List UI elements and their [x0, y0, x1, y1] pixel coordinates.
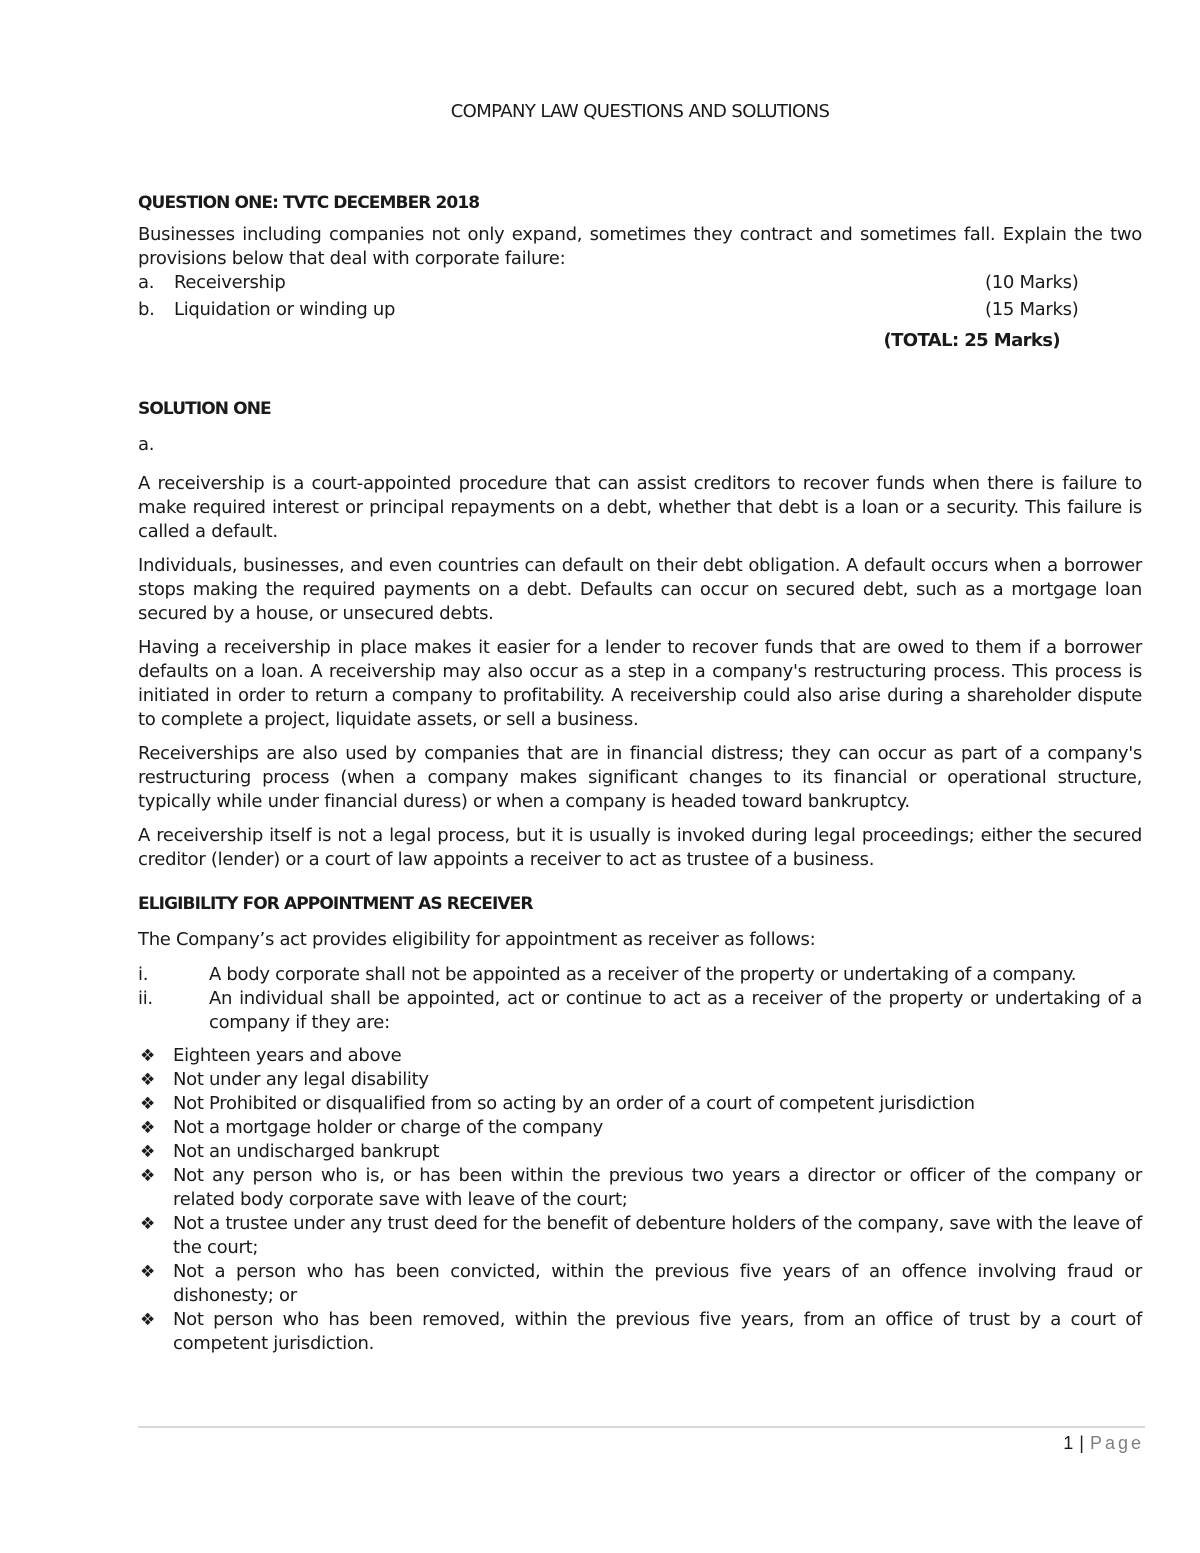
roman-item-text: A body corporate shall not be appointed as a receiver of the property or undertaking of a company. [209, 964, 1077, 985]
page-footer [1063, 1433, 1144, 1454]
bullet-list-item [138, 1260, 1142, 1308]
question-total-marks: (TOTAL: 25 Marks) [883, 330, 1060, 351]
roman-list-item [138, 987, 1142, 1035]
bullet-list-item [138, 1116, 1142, 1140]
question-intro: Businesses including companies not only expand, sometimes they contract and sometimes fall. Explain the two provisions below that deal with corporate failure: [138, 224, 1142, 269]
diamond-bullet-icon: ❖ [140, 1310, 155, 1330]
document-title: COMPANY LAW QUESTIONS AND SOLUTIONS [450, 101, 830, 122]
page-content [138, 100, 1142, 1356]
diamond-bullet-icon: ❖ [140, 1166, 155, 1186]
question-item [138, 271, 1142, 298]
question-item-text: Liquidation or winding up [174, 299, 396, 320]
roman-item-text: An individual shall be appointed, act or continue to act as a receiver of the property or undertaking of a company if they are: [209, 988, 1142, 1033]
diamond-bullet-icon: ❖ [140, 1094, 155, 1114]
bullet-list-item [138, 1164, 1142, 1212]
diamond-bullet-icon: ❖ [140, 1142, 155, 1162]
solution-paragraph: Receiverships are also used by companies that are in financial distress; they can occur as part of a company's restructuring process (when a company makes significant changes to its financial or operational structure, typically while under financial duress) or when a company is headed toward bankruptcy. [138, 743, 1142, 812]
bullet-list-item [138, 1092, 1142, 1116]
bullet-list-item [138, 1140, 1142, 1164]
solution-paragraph: A receivership itself is not a legal process, but it is usually is invoked during legal proceedings; either the secured creditor (lender) or a court of law appoints a receiver to act as trustee of a business. [138, 825, 1142, 870]
bullet-list-item [138, 1212, 1142, 1260]
bullet-text: Not an undischarged bankrupt [173, 1141, 440, 1162]
bullet-list-item [138, 1308, 1142, 1356]
bullet-text: Not person who has been removed, within the previous five years, from an office of trust by a court of competent jurisdiction. [173, 1309, 1142, 1354]
solution-heading: SOLUTION ONE [138, 399, 271, 419]
question-item-marks: (10 Marks) [985, 272, 1079, 293]
eligibility-intro: The Company’s act provides eligibility for appointment as receiver as follows: [138, 929, 816, 950]
diamond-bullet-icon: ❖ [140, 1118, 155, 1138]
diamond-bullet-icon: ❖ [140, 1046, 155, 1066]
roman-list-item [138, 963, 1142, 987]
diamond-bullet-icon: ❖ [140, 1262, 155, 1282]
bullet-list-item [138, 1068, 1142, 1092]
solution-part-label: a. [138, 434, 155, 455]
question-heading: QUESTION ONE: TVTC DECEMBER 2018 [138, 193, 480, 213]
footer-divider [138, 1426, 1145, 1428]
footer-separator: | [1079, 1433, 1084, 1453]
roman-numeral: ii. [138, 988, 153, 1009]
solution-paragraph: Individuals, businesses, and even countries can default on their debt obligation. A default occurs when a borrower stops making the required payments on a debt. Defaults can occur on secured debt, such as a mortgage loan secured by a house, or unsecured debts. [138, 555, 1142, 624]
bullet-list-item [138, 1044, 1142, 1068]
roman-numeral: i. [138, 964, 149, 985]
page-label: Page [1089, 1433, 1144, 1453]
question-item [138, 298, 1142, 325]
bullet-text: Not any person who is, or has been within the previous two years a director or officer of the company or related body corporate save with leave of the court; [173, 1165, 1142, 1210]
bullet-text: Not a person who has been convicted, within the previous five years of an offence involving fraud or dishonesty; or [173, 1261, 1142, 1306]
question-item-marks: (15 Marks) [985, 299, 1079, 320]
diamond-bullet-icon: ❖ [140, 1070, 155, 1090]
page-number: 1 [1063, 1433, 1074, 1453]
solution-paragraph: Having a receivership in place makes it easier for a lender to recover funds that are owed to them if a borrower defaults on a loan. A receivership may also occur as a step in a company's restructuring process. This process is initiated in order to return a company to profitability. A receivership could also arise during a shareholder dispute to complete a project, liquidate assets, or sell a business. [138, 637, 1142, 730]
bullet-text: Not Prohibited or disqualified from so acting by an order of a court of competent jurisdiction [173, 1093, 975, 1114]
eligibility-bullet-list [138, 1044, 1142, 1356]
bullet-text: Not a trustee under any trust deed for the benefit of debenture holders of the company, save with the leave of the court; [173, 1213, 1142, 1258]
bullet-text: Not a mortgage holder or charge of the company [173, 1117, 604, 1138]
question-item-letter: b. [138, 299, 155, 320]
bullet-text: Not under any legal disability [173, 1069, 429, 1090]
question-items [138, 271, 1142, 325]
diamond-bullet-icon: ❖ [140, 1214, 155, 1234]
bullet-text: Eighteen years and above [173, 1045, 402, 1066]
eligibility-heading: ELIGIBILITY FOR APPOINTMENT AS RECEIVER [138, 894, 533, 914]
eligibility-roman-list [138, 963, 1142, 1035]
solution-paragraph: A receivership is a court-appointed procedure that can assist creditors to recover funds when there is failure to make required interest or principal repayments on a debt, whether that debt is a loan or a security. This failure is called a default. [138, 473, 1142, 542]
question-item-text: Receivership [174, 272, 286, 293]
question-item-letter: a. [138, 272, 155, 293]
